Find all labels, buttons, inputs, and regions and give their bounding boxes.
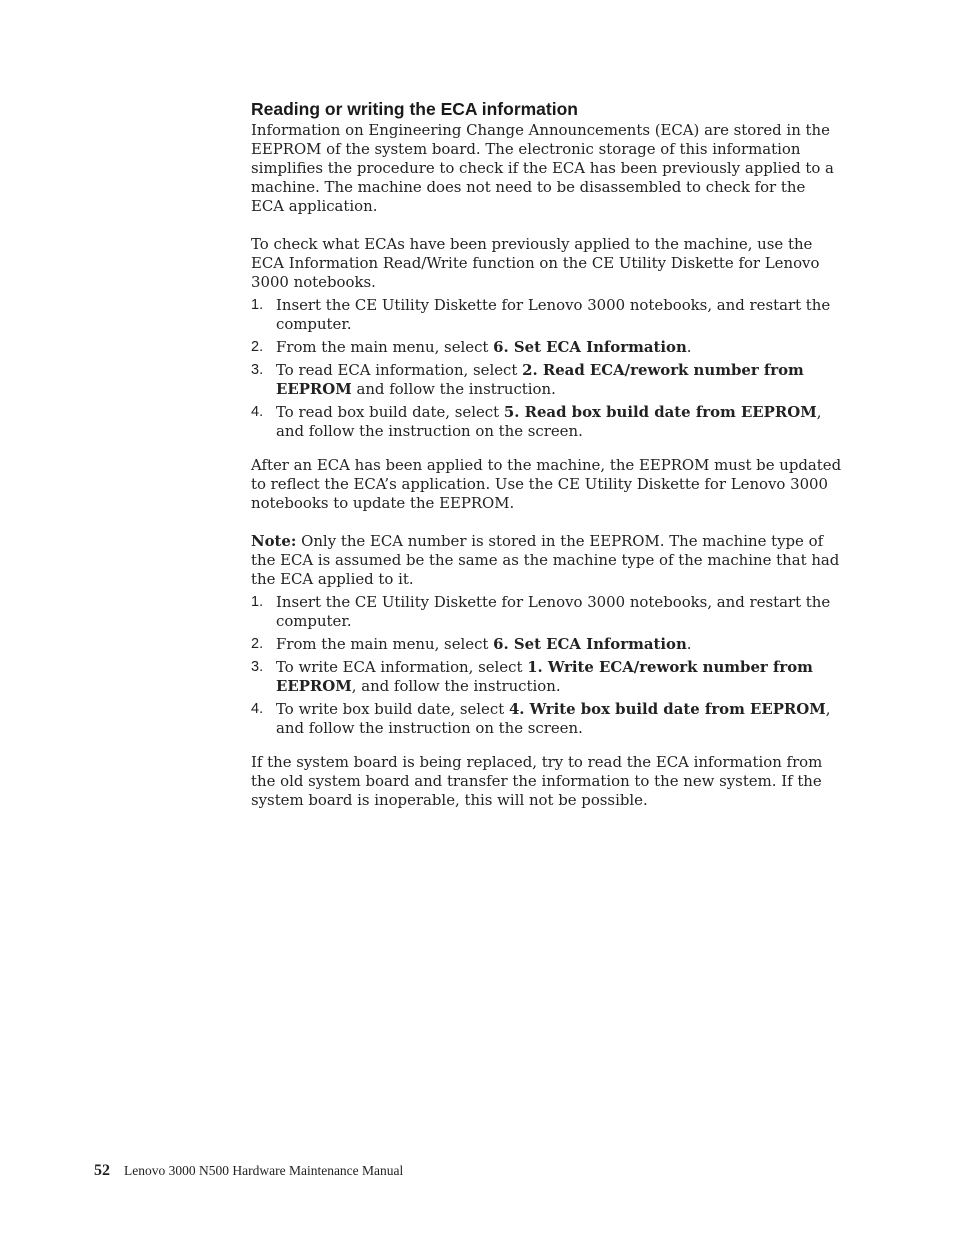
list-item: 3. To read ECA information, select 2. Read ECA/rework number from EEPROM and follow the instruction. [251,361,804,398]
paragraph-check: To check what ECAs have been previously applied to the machine, use the ECA Information Read/Write function on the CE Utility Diskette for Lenovo 3000 notebooks. [251,235,820,291]
list-item: 3. To write ECA information, select 1. Write ECA/rework number from EEPROM, and follow the instruction. [251,658,813,695]
list-item: 2. From the main menu, select 6. Set ECA Information. [251,338,692,356]
paragraph-replace: If the system board is being replaced, try to read the ECA information from the old system board and transfer the information to the new system. If the system board is inoperable, this will not be possible. [251,753,823,809]
paragraph-update: After an ECA has been applied to the machine, the EEPROM must be updated to reflect the ECA’s application. Use the CE Utility Diskette for Lenovo 3000 notebooks to update the EEPROM. [251,456,842,512]
note-paragraph [251,532,843,589]
paragraph-intro: Information on Engineering Change Announcements (ECA) are stored in the EEPROM of the system board. The electronic storage of this information simplifies the procedure to check if the ECA has been previously applied to a machine. The machine does not need to be disassembled to check for the ECA application. [251,121,834,215]
page-content [251,97,843,810]
write-steps-list [251,593,843,738]
footer-title: Lenovo 3000 N500 Hardware Maintenance Manual [124,1163,404,1178]
list-item: 1. Insert the CE Utility Diskette for Lenovo 3000 notebooks, and restart the computer. [251,296,831,333]
section-heading: Reading or writing the ECA information [251,99,578,119]
list-item: 4. To write box build date, select 4. Write box build date from EEPROM, and follow the instruction on the screen. [251,700,831,737]
page-footer [94,1162,403,1180]
list-item: 2. From the main menu, select 6. Set ECA Information. [251,635,692,653]
list-item: 4. To read box build date, select 5. Read box build date from EEPROM, and follow the instruction on the screen. [251,403,822,440]
read-steps-list [251,296,843,441]
page-number: 52 [94,1162,110,1179]
list-item: 1. Insert the CE Utility Diskette for Lenovo 3000 notebooks, and restart the computer. [251,593,831,630]
note-label: Note: [251,532,297,550]
note-text: Only the ECA number is stored in the EEPROM. The machine type of the ECA is assumed be the same as the machine type of the machine that had the ECA applied to it. [251,532,840,588]
